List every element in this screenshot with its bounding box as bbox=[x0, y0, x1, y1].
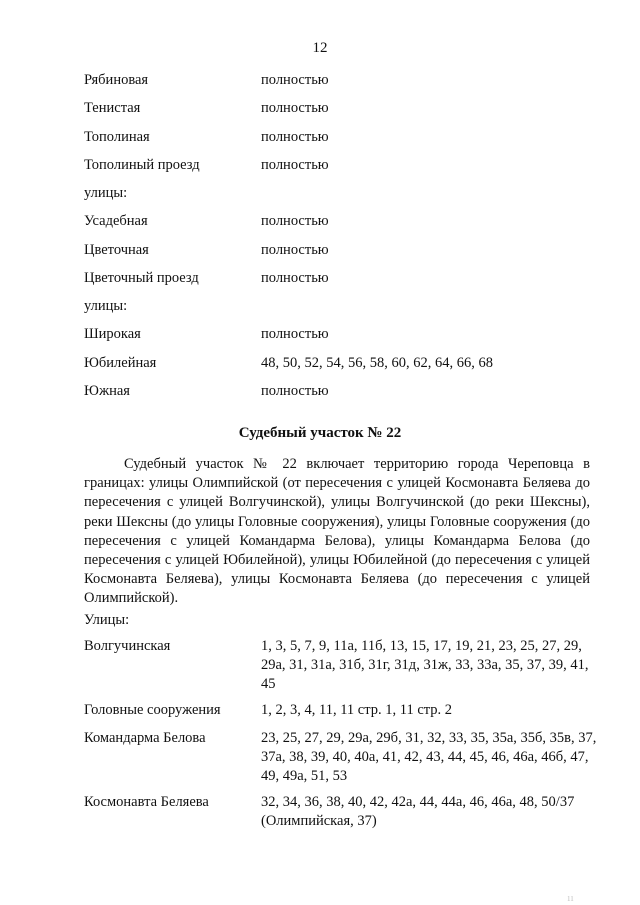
corner-mark: 11 bbox=[567, 895, 574, 903]
street-name: Тенистая bbox=[84, 100, 141, 116]
street-name: Космонавта Беляева bbox=[84, 794, 209, 810]
section-title: Судебный участок № 22 bbox=[238, 425, 402, 441]
street-name: Южная bbox=[84, 383, 130, 399]
street-name: Цветочная bbox=[84, 242, 149, 258]
street-houses: полностью bbox=[261, 72, 329, 88]
street-name: Широкая bbox=[84, 326, 141, 342]
page-number: 12 bbox=[312, 40, 328, 56]
street-houses: полностью bbox=[261, 270, 329, 286]
street-houses: 48, 50, 52, 54, 56, 58, 60, 62, 64, 66, 68 bbox=[261, 355, 493, 371]
street-name: Тополиная bbox=[84, 129, 150, 145]
section-description: Судебный участок № 22 включает территорию города Череповца в границах: улицы Олимпийской (от пересечения с улицей Космонавта Беляева до пересечения с улицей Волгучинской), улицы Волгучинской (до реки Шексны), реки Шексны (до улицы Головные сооружения), улицы Головные сооружения (до пересечения с улицей Командарма Белова), улицы Командарма Белова (до пересечения с улицей Юбилейной), улицы Юбилейной (до пересечения с улицей Космонавта Беляева), улицы Космонавта Беляева (до пересечения с улицей Олимпийской). bbox=[84, 456, 590, 607]
street-name: Волгучинская bbox=[84, 638, 171, 654]
street-group-label: улицы: bbox=[84, 298, 128, 314]
street-houses: 1, 3, 5, 7, 9, 11а, 11б, 13, 15, 17, 19, 21, 23, 25, 27, 29, 29а, 31, 31а, 31б, 31г, 31д, 31ж, 33, 33а, 35, 37, 39, 41, 45 bbox=[261, 638, 589, 692]
streets-label: Улицы: bbox=[84, 612, 130, 628]
street-name: Тополиный проезд bbox=[84, 157, 200, 173]
street-name: Головные сооружения bbox=[84, 702, 221, 718]
street-houses: полностью bbox=[261, 326, 329, 342]
street-houses: полностью bbox=[261, 129, 329, 145]
street-houses: полностью bbox=[261, 100, 329, 116]
street-name: Усадебная bbox=[84, 213, 148, 229]
street-name: Рябиновая bbox=[84, 72, 149, 88]
street-group-label: улицы: bbox=[84, 185, 128, 201]
street-houses: 1, 2, 3, 4, 11, 11 стр. 1, 11 стр. 2 bbox=[261, 702, 453, 718]
street-name: Командарма Белова bbox=[84, 730, 206, 746]
street-houses: 32, 34, 36, 38, 40, 42, 42а, 44, 44а, 46, 46а, 48, 50/37 (Олимпийская, 37) bbox=[261, 794, 575, 829]
street-name: Цветочный проезд bbox=[84, 270, 199, 286]
street-houses: полностью bbox=[261, 242, 329, 258]
street-name: Юбилейная bbox=[84, 355, 157, 371]
street-houses: полностью bbox=[261, 213, 329, 229]
street-houses: полностью bbox=[261, 383, 329, 399]
street-houses: 23, 25, 27, 29, 29а, 29б, 31, 32, 33, 35, 35а, 35б, 35в, 37, 37а, 38, 39, 40, 40а, 41, 42, 43, 44, 45, 46, 46а, 46б, 47, 49, 49а, 51, 53 bbox=[261, 730, 597, 784]
street-houses: полностью bbox=[261, 157, 329, 173]
